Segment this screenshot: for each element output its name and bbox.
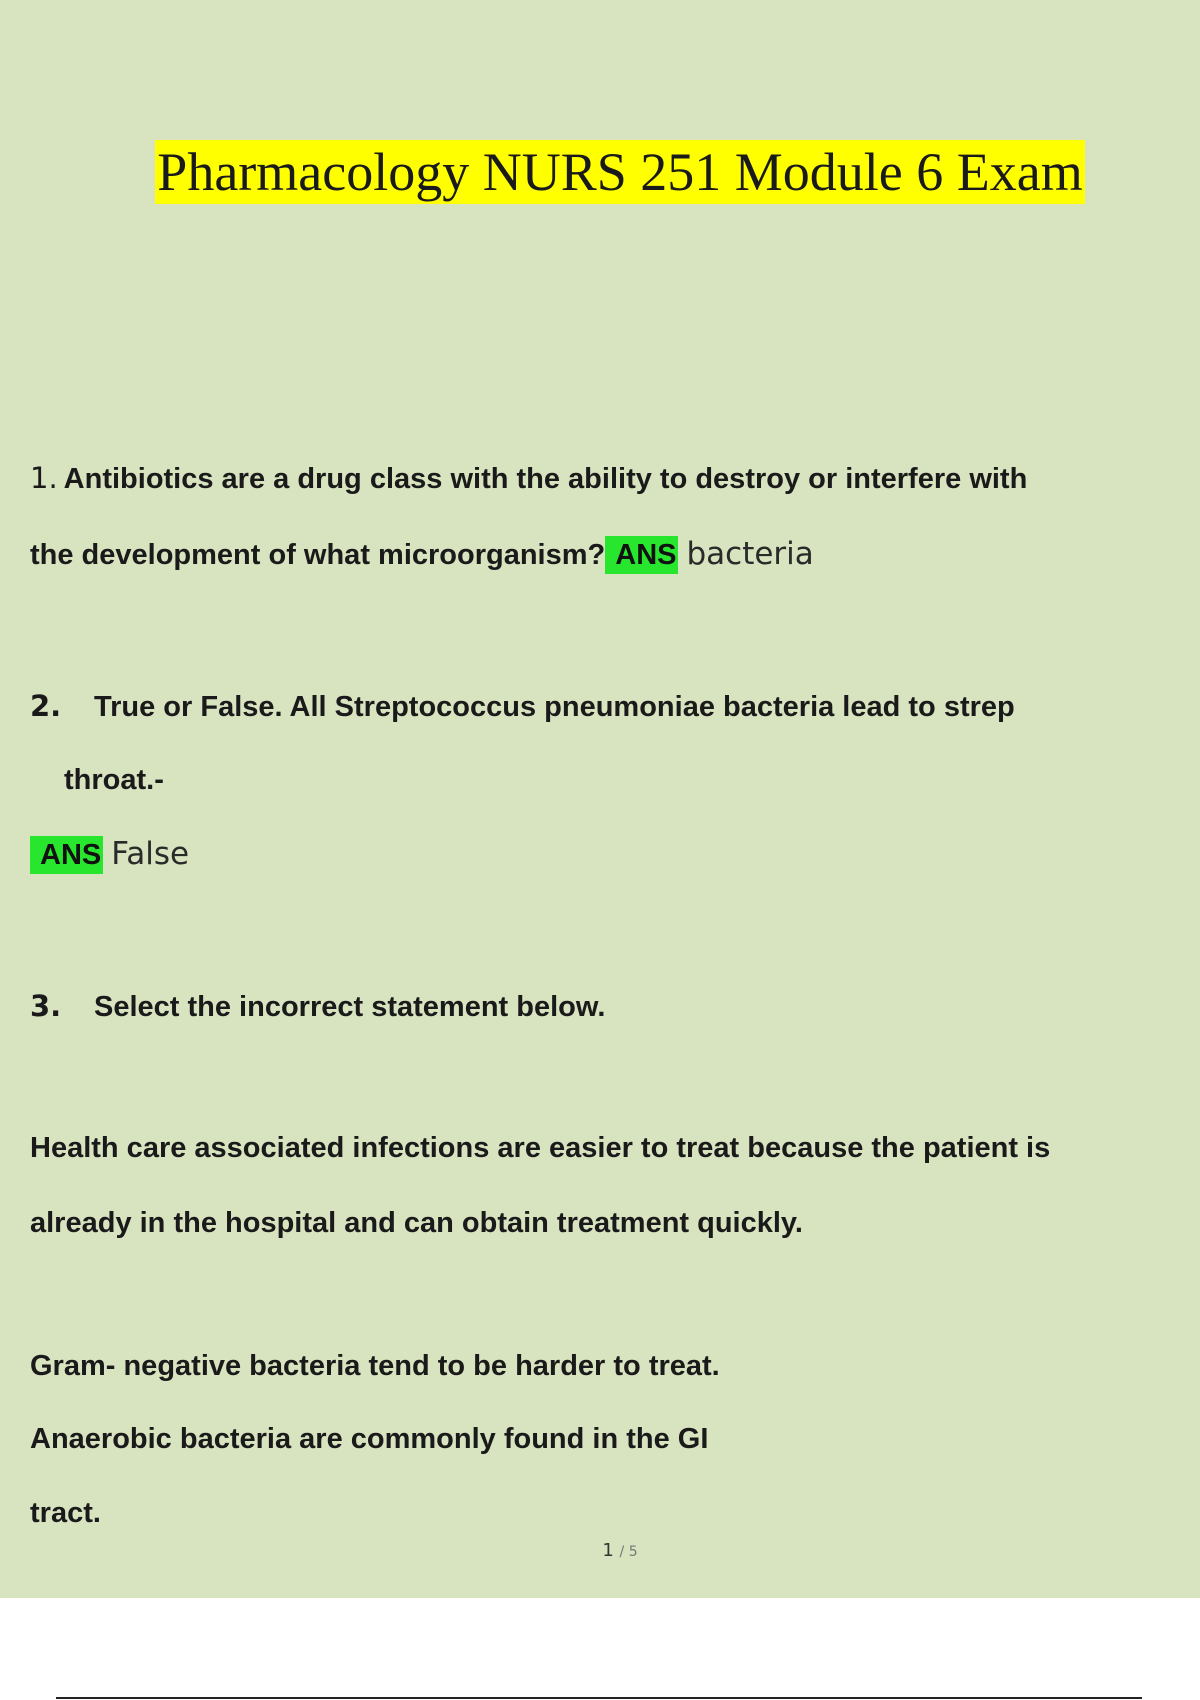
question-1-line-2 bbox=[30, 536, 814, 574]
ans-badge: ANS bbox=[605, 536, 678, 574]
question-3-option-text: tract. bbox=[30, 1497, 101, 1529]
question-1-text-1: Antibiotics are a drug class with the ability to destroy or interfere with bbox=[63, 463, 1028, 495]
page-current: 1 bbox=[602, 1540, 614, 1561]
question-2-text-1: True or False. All Streptococcus pneumoniae bacteria lead to strep bbox=[94, 691, 1015, 723]
question-3-text-1: Select the incorrect statement below. bbox=[94, 991, 606, 1023]
title-container bbox=[0, 140, 1200, 204]
question-3-option-text: Gram- negative bacteria tend to be harder to treat. bbox=[30, 1350, 720, 1382]
question-2-answer: False bbox=[111, 836, 190, 872]
question-2-number: 2. bbox=[30, 689, 62, 723]
ans-badge: ANS bbox=[30, 836, 103, 874]
question-1-answer: bacteria bbox=[686, 536, 814, 572]
question-2-text-2: throat.- bbox=[64, 764, 164, 796]
question-2-line-1 bbox=[30, 688, 1015, 725]
question-1-text-2: the development of what microorganism? bbox=[30, 539, 606, 571]
document-title: Pharmacology NURS 251 Module 6 Exam bbox=[157, 142, 1083, 202]
question-2-answer-line bbox=[30, 836, 189, 874]
question-3-line-1 bbox=[30, 988, 605, 1025]
bottom-divider bbox=[56, 1697, 1142, 1699]
question-3-option-line-4 bbox=[30, 1421, 708, 1457]
question-1-number: 1. bbox=[30, 461, 58, 495]
question-3-option-line-5 bbox=[30, 1495, 101, 1531]
question-3-option-text: Health care associated infections are easier to treat because the patient is bbox=[30, 1132, 1051, 1164]
question-3-number: 3. bbox=[30, 989, 62, 1023]
question-3-option-line-1 bbox=[30, 1130, 1050, 1166]
question-2-line-2 bbox=[64, 762, 164, 798]
question-3-option-text: Anaerobic bacteria are commonly found in the GI bbox=[30, 1423, 709, 1455]
page-total: / 5 bbox=[619, 1544, 638, 1560]
question-3-option-text: already in the hospital and can obtain treatment quickly. bbox=[30, 1207, 803, 1239]
page-counter bbox=[0, 1540, 1200, 1561]
question-1-line-1 bbox=[30, 460, 1027, 497]
question-3-option-line-2 bbox=[30, 1205, 803, 1241]
question-3-option-line-3 bbox=[30, 1348, 720, 1384]
